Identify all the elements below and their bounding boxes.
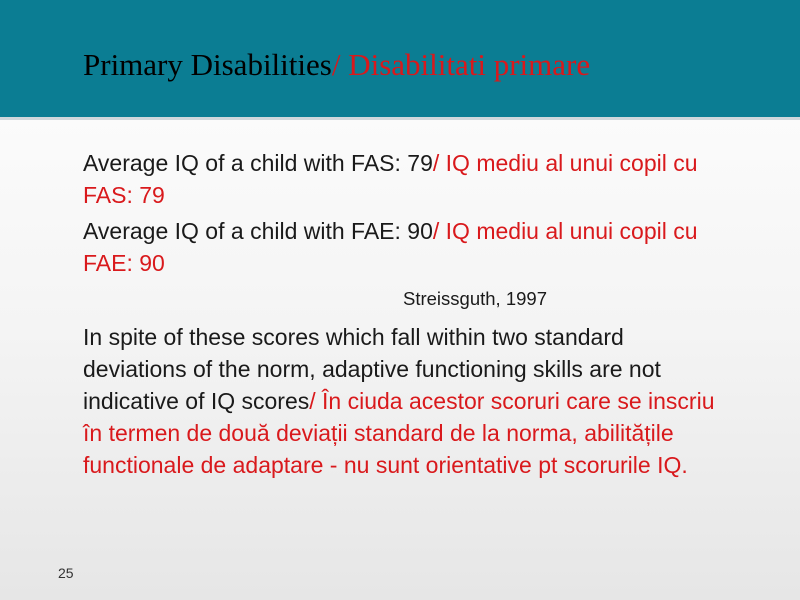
bullet-fae-iq-english: Average IQ of a child with FAE: 90 xyxy=(83,218,433,244)
bullet-adaptive-functioning-romanian: / În ciuda acestor scoruri care se inscriu în termen de două deviații standard de la norma, abilitățile functionale de adaptare - nu sunt orientative pt scorurile IQ. xyxy=(83,388,715,478)
bullet-adaptive-functioning-english: In spite of these scores which fall within two standard deviations of the norm, adaptive functioning skills are not indicative of IQ scores xyxy=(83,324,661,414)
slide-body xyxy=(83,147,733,485)
page-number: 25 xyxy=(58,565,74,581)
slide-title xyxy=(83,45,590,85)
citation: Streissguth, 1997 xyxy=(403,288,547,309)
title-bar-divider xyxy=(0,117,800,120)
bullet-fas-iq-english: Average IQ of a child with FAS: 79 xyxy=(83,150,433,176)
slide-title-romanian: / Disabilitati primare xyxy=(331,47,591,82)
title-bar xyxy=(0,0,800,117)
bullet-adaptive-functioning xyxy=(83,321,733,481)
bullet-fae-iq xyxy=(83,215,733,279)
bullet-fas-iq-romanian: / IQ mediu al unui copil cu FAS: 79 xyxy=(83,150,698,208)
slide-title-english: Primary Disabilities xyxy=(83,47,332,82)
bullet-fae-iq-romanian: / IQ mediu al unui copil cu FAE: 90 xyxy=(83,218,698,276)
bullet-fas-iq xyxy=(83,147,733,211)
